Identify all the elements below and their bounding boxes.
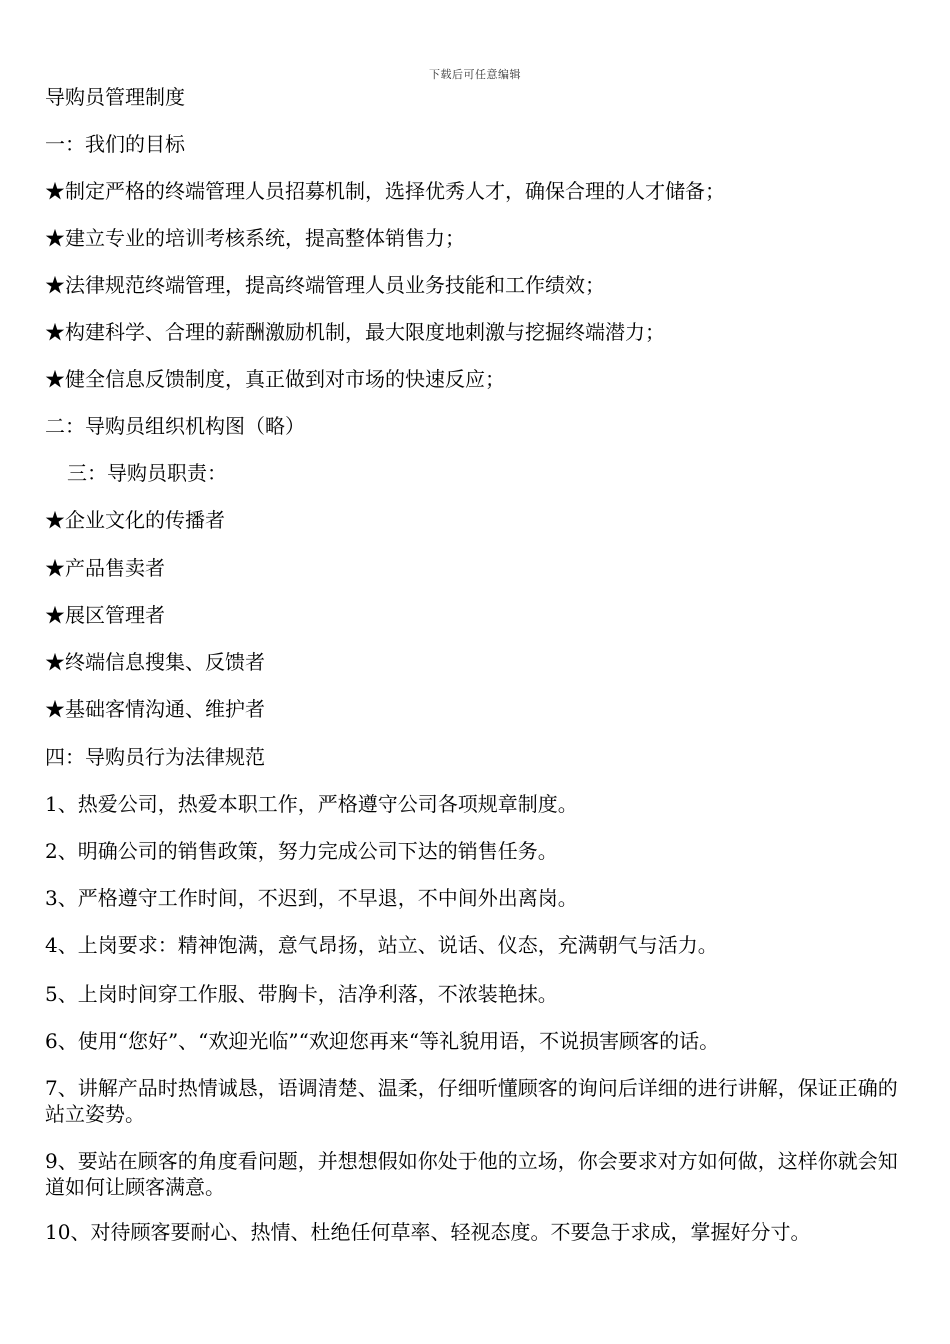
section-1-heading: 一：我们的目标 — [45, 132, 185, 156]
rule-item: 10、对待顾客要耐心、热情、杜绝任何草率、轻视态度。不要急于求成，掌握好分寸。 — [45, 1220, 811, 1244]
duty-item: ★基础客情沟通、维护者 — [45, 697, 265, 721]
rule-item: 1、热爱公司，热爱本职工作，严格遵守公司各项规章制度。 — [45, 792, 578, 816]
goal-item: ★健全信息反馈制度，真正做到对市场的快速反应； — [45, 367, 505, 391]
rule-item: 7、讲解产品时热情诚恳，语调清楚、温柔，仔细听懂顾客的询问后详细的进行讲解，保证正确的站立姿势。 — [45, 1076, 898, 1126]
rule-item: 4、上岗要求：精神饱满，意气昂扬，站立、说话、仪态，充满朝气与活力。 — [45, 933, 718, 957]
section-3-heading: 三：导购员职责： — [67, 461, 227, 485]
rule-item: 2、明确公司的销售政策，努力完成公司下达的销售任务。 — [45, 839, 558, 863]
rule-item: 6、使用“您好”、“欢迎光临”“欢迎您再来“等礼貌用语，不说损害顾客的话。 — [45, 1029, 720, 1053]
goal-item: ★建立专业的培训考核系统，提高整体销售力； — [45, 226, 465, 250]
header-note: 下载后可任意编辑 — [429, 68, 521, 81]
rule-item: 9、要站在顾客的角度看问题，并想想假如你处于他的立场，你会要求对方如何做，这样你就会知道如何让顾客满意。 — [45, 1149, 898, 1199]
section-2-heading: 二：导购员组织机构图（略） — [45, 414, 305, 438]
section-4-heading: 四：导购员行为法律规范 — [45, 745, 265, 769]
duty-item: ★企业文化的传播者 — [45, 508, 225, 532]
duty-item: ★终端信息搜集、反馈者 — [45, 650, 265, 674]
rule-item: 3、严格遵守工作时间，不迟到，不早退，不中间外出离岗。 — [45, 886, 578, 910]
duty-item: ★展区管理者 — [45, 603, 165, 627]
goal-item: ★制定严格的终端管理人员招募机制，选择优秀人才，确保合理的人才储备； — [45, 179, 725, 203]
document-title: 导购员管理制度 — [45, 85, 185, 109]
goal-item: ★构建科学、合理的薪酬激励机制，最大限度地刺激与挖掘终端潜力； — [45, 320, 665, 344]
duty-item: ★产品售卖者 — [45, 556, 165, 580]
goal-item: ★法律规范终端管理，提高终端管理人员业务技能和工作绩效； — [45, 273, 605, 297]
rule-item: 5、上岗时间穿工作服、带胸卡，洁净利落，不浓装艳抹。 — [45, 982, 558, 1006]
